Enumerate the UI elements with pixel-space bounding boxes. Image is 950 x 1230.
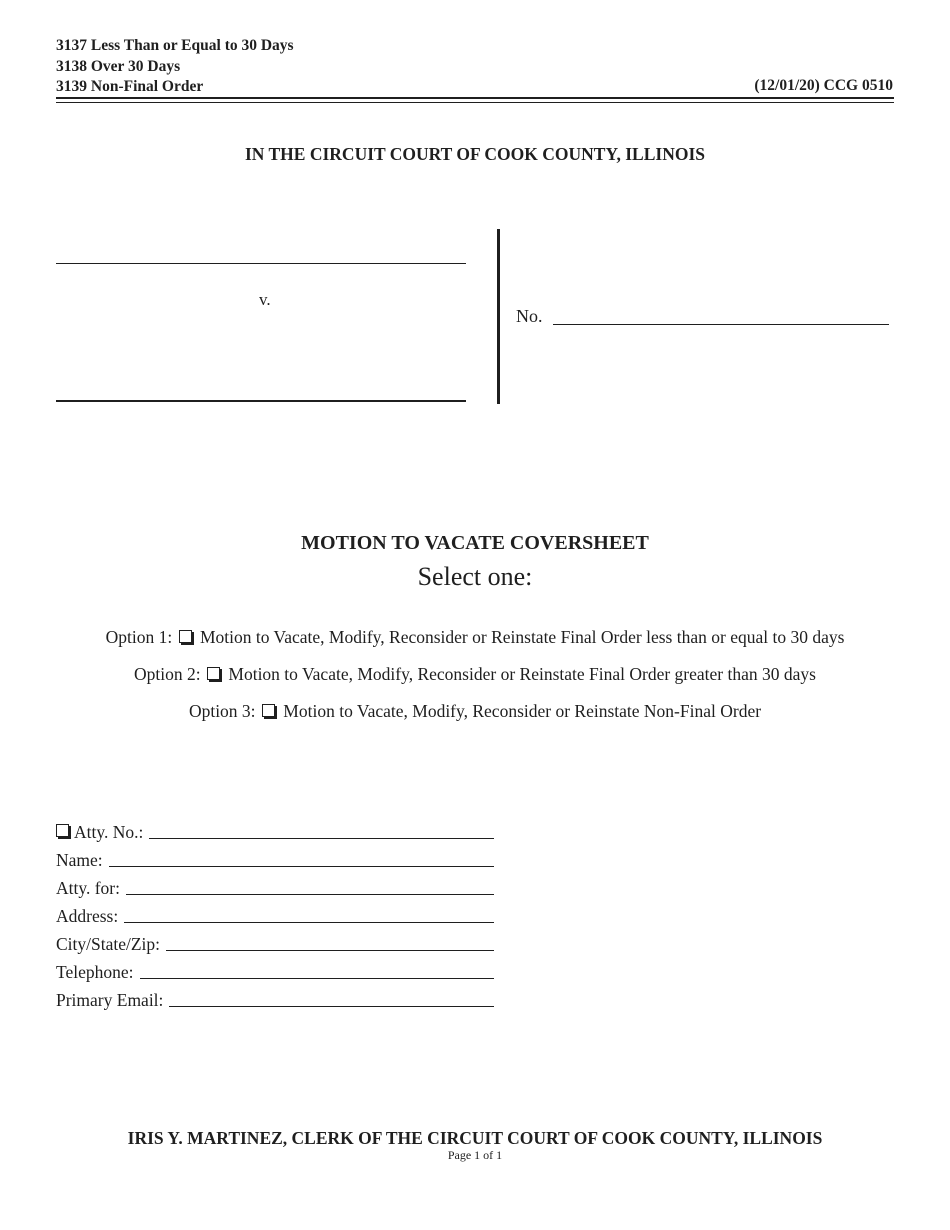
atty-no-checkbox[interactable]	[56, 824, 69, 837]
name-line[interactable]	[109, 866, 494, 867]
form-title: MOTION TO VACATE COVERSHEET	[301, 532, 649, 554]
court-title: IN THE CIRCUIT COURT OF COOK COUNTY, ILLINOIS	[245, 144, 705, 164]
address-label: Address:	[56, 906, 119, 926]
option-3	[0, 701, 950, 722]
option-3-prefix: Option 3:	[188, 701, 256, 721]
telephone-line[interactable]	[140, 978, 495, 979]
select-label: Select one:	[417, 562, 533, 591]
code-line-3139: 3139 Non-Final Order	[56, 78, 204, 95]
primary-email-label: Primary Email:	[56, 990, 164, 1010]
city-state-zip-row	[56, 932, 494, 954]
defendant-line[interactable]	[56, 400, 466, 402]
option-1	[0, 627, 950, 648]
form-id: (12/01/20) CCG 0510	[754, 77, 893, 94]
address-line[interactable]	[124, 922, 494, 923]
case-type-codes	[56, 36, 294, 98]
name-row	[56, 848, 494, 870]
plaintiff-line[interactable]	[56, 263, 466, 264]
address-row	[56, 904, 494, 926]
option-2-prefix: Option 2:	[134, 664, 201, 684]
caption-divider	[497, 229, 500, 404]
atty-for-row	[56, 876, 494, 898]
code-line-3137: 3137 Less Than or Equal to 30 Days	[56, 37, 294, 54]
option-3-checkbox[interactable]	[262, 704, 275, 717]
option-2-text: Motion to Vacate, Modify, Reconsider or Reinstate Final Order greater than 30 days	[228, 664, 816, 684]
versus-label: v.	[259, 290, 271, 309]
atty-for-line[interactable]	[126, 894, 494, 895]
telephone-label: Telephone:	[56, 962, 134, 982]
option-1-text: Motion to Vacate, Modify, Reconsider or Reinstate Final Order less than or equal to 30 days	[199, 627, 845, 647]
page-number: Page 1 of 1	[447, 1148, 503, 1162]
primary-email-line[interactable]	[169, 1006, 494, 1007]
atty-no-row	[56, 820, 494, 842]
atty-for-label: Atty. for:	[56, 878, 120, 898]
code-line-3138: 3138 Over 30 Days	[56, 57, 181, 75]
option-2-checkbox[interactable]	[207, 667, 220, 680]
telephone-row	[56, 960, 494, 982]
clerk-footer: IRIS Y. MARTINEZ, CLERK OF THE CIRCUIT COURT OF COOK COUNTY, ILLINOIS	[127, 1128, 823, 1148]
case-number-label: No.	[516, 306, 543, 326]
option-2	[0, 664, 950, 685]
primary-email-row	[56, 988, 494, 1010]
option-3-text: Motion to Vacate, Modify, Reconsider or Reinstate Non-Final Order	[283, 701, 762, 721]
city-state-zip-line[interactable]	[166, 950, 494, 951]
name-label: Name:	[56, 850, 103, 870]
option-1-prefix: Option 1:	[105, 627, 173, 647]
city-state-zip-label: City/State/Zip:	[56, 934, 161, 954]
header-rule-thin	[56, 102, 894, 103]
option-1-checkbox[interactable]	[179, 630, 192, 643]
atty-no-label: Atty. No.:	[74, 822, 144, 842]
header-rule-thick	[56, 97, 894, 99]
case-number-line[interactable]	[553, 324, 889, 325]
atty-no-line[interactable]	[149, 838, 494, 839]
